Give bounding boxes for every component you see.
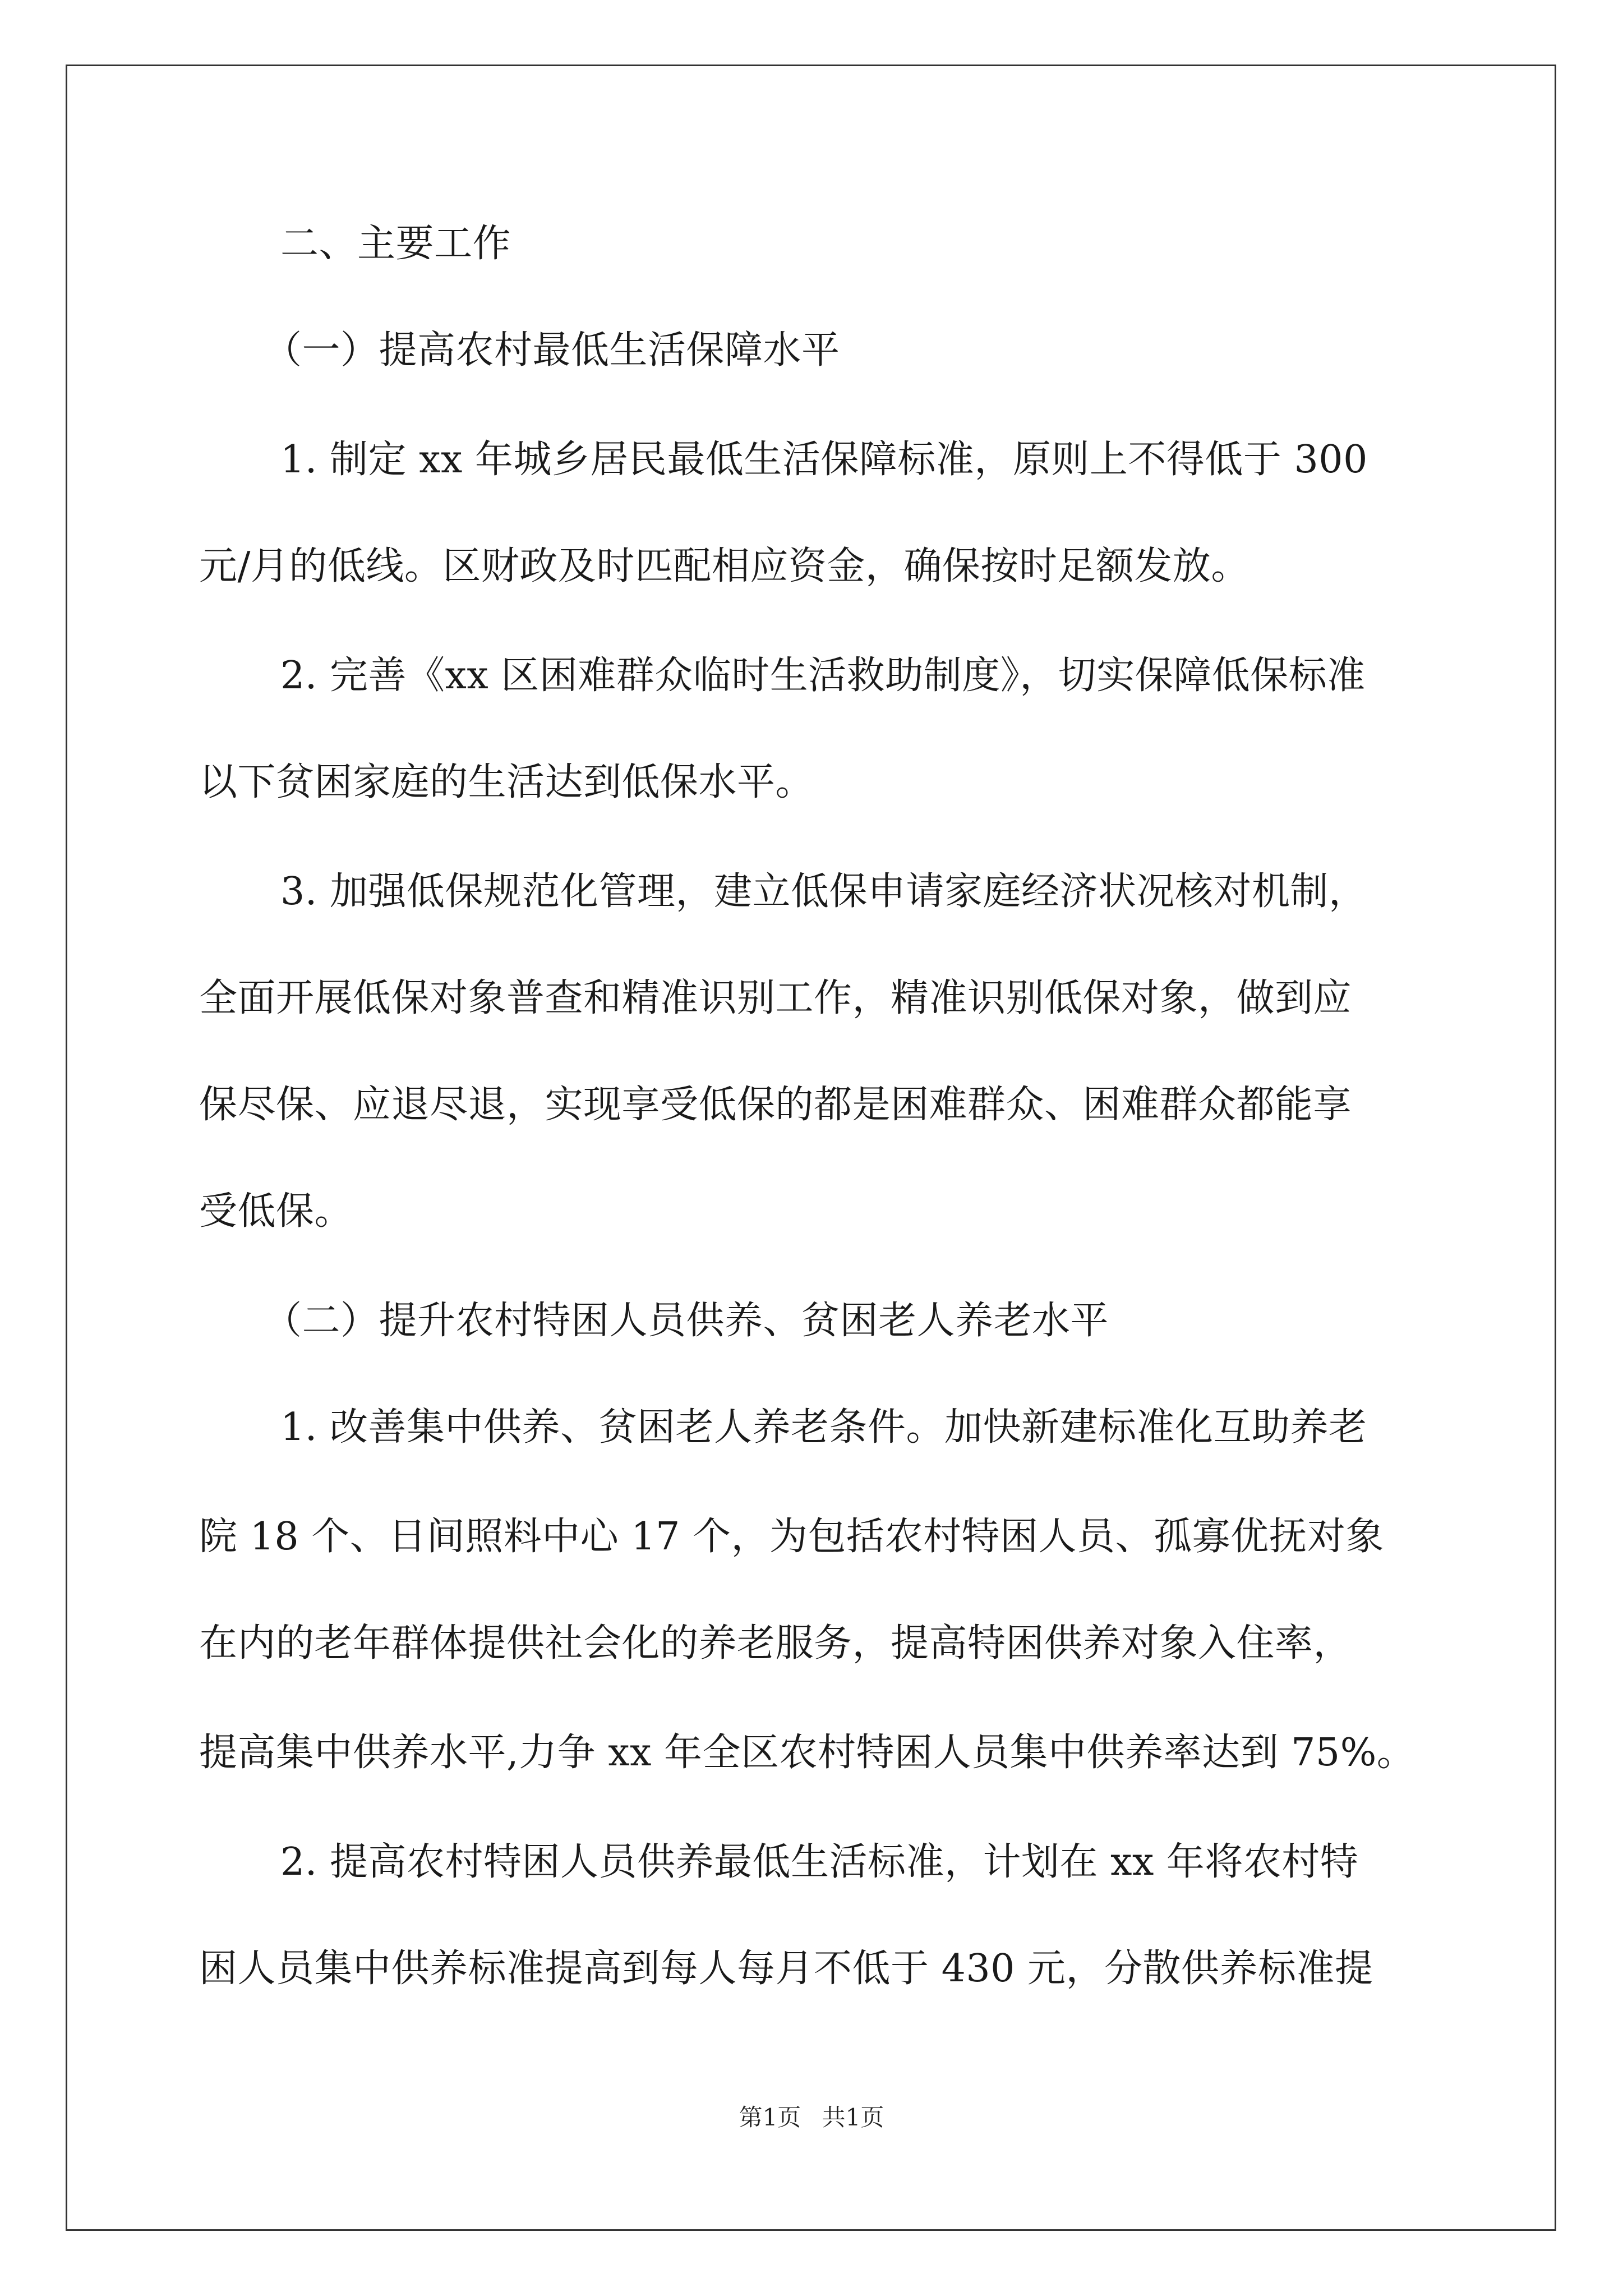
- subsection-heading: （二）提升农村特困人员供养、贫困老人养老水平: [264, 1299, 1109, 1343]
- paragraph-line: 院 18 个、日间照料中心 17 个，为包括农村特困人员、孤寡优抚对象: [199, 1515, 1385, 1559]
- paragraph-line: 全面开展低保对象普查和精准识别工作，精准识别低保对象，做到应: [199, 976, 1352, 1020]
- paragraph-line: 3. 加强低保规范化管理，建立低保申请家庭经济状况核对机制，: [280, 869, 1367, 914]
- paragraph-line: 2. 完善《xx 区困难群众临时生活救助制度》，切实保障低保标准: [280, 654, 1366, 698]
- paragraph-line: 受低保。: [199, 1189, 353, 1234]
- page-number: 第1页: [739, 2104, 801, 2131]
- paragraph-line: 以下贫困家庭的生活达到低保水平。: [199, 760, 814, 804]
- subsection-heading: （一）提高农村最低生活保障水平: [264, 328, 840, 372]
- paragraph-line: 保尽保、应退尽退，实现享受低保的都是困难群众、困难群众都能享: [199, 1083, 1352, 1127]
- page-footer: [0, 2101, 1623, 2134]
- paragraph-line: 元/月的低线。区财政及时匹配相应资金，确保按时足额发放。: [199, 544, 1249, 588]
- page-total: 共1页: [822, 2104, 884, 2131]
- paragraph-line: 困人员集中供养标准提高到每人每月不低于 430 元，分散供养标准提: [199, 1947, 1373, 1991]
- section-heading: 二、主要工作: [280, 222, 511, 266]
- paragraph-line: 在内的老年群体提供社会化的养老服务，提高特困供养对象入住率，: [199, 1621, 1352, 1665]
- paragraph-line: 1. 制定 xx 年城乡居民最低生活保障标准，原则上不得低于 300: [280, 438, 1368, 482]
- page-border: [66, 65, 1556, 2231]
- paragraph-line: 1. 改善集中供养、贫困老人养老条件。加快新建标准化互助养老: [280, 1405, 1367, 1450]
- paragraph-line: 2. 提高农村特困人员供养最低生活标准，计划在 xx 年将农村特: [280, 1840, 1359, 1884]
- paragraph-line: 提高集中供养水平,力争 xx 年全区农村特困人员集中供养率达到 75%。: [199, 1731, 1415, 1775]
